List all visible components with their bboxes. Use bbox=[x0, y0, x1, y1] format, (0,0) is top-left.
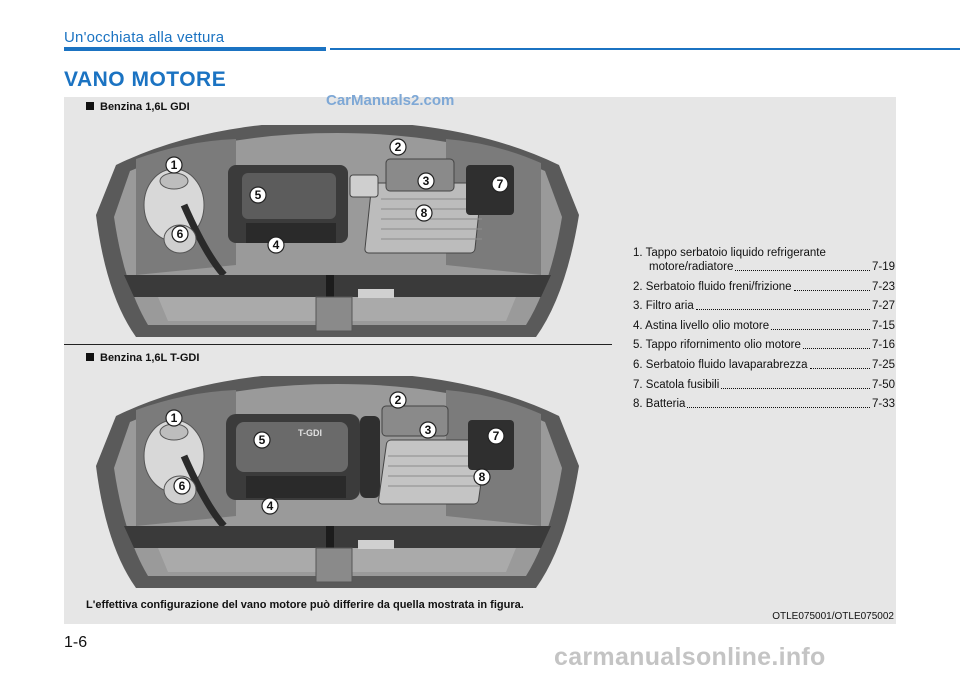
svg-text:2: 2 bbox=[394, 393, 402, 407]
chapter-title: Un'occhiata alla vettura bbox=[64, 29, 225, 46]
legend-page-ref: 7-23 bbox=[871, 280, 895, 293]
svg-text:2: 2 bbox=[394, 140, 402, 154]
legend-item bbox=[633, 378, 895, 392]
legend-page-ref: 7-27 bbox=[871, 300, 895, 313]
legend-item bbox=[633, 397, 895, 411]
callout-8 bbox=[474, 469, 490, 485]
callout-8 bbox=[416, 205, 432, 221]
legend-page-ref: 7-25 bbox=[871, 358, 895, 371]
svg-text:8: 8 bbox=[420, 206, 428, 220]
engine-badge: T-GDI bbox=[298, 428, 322, 438]
callout-3 bbox=[420, 422, 436, 438]
callout-1 bbox=[166, 157, 182, 173]
callout-4 bbox=[262, 498, 278, 514]
legend-label: 1. Tappo serbatoio liquido refrigerante bbox=[633, 247, 826, 259]
legend-page-ref: 7-19 bbox=[871, 261, 895, 273]
footer-watermark: carmanualsonline.info bbox=[554, 643, 826, 671]
legend-item bbox=[633, 280, 895, 294]
page-number: 1-6 bbox=[64, 634, 88, 651]
legend-label-continued: motore/radiatore bbox=[649, 261, 734, 273]
bullet-square-icon bbox=[86, 102, 94, 110]
svg-text:5: 5 bbox=[258, 433, 266, 447]
header-rule bbox=[330, 48, 960, 50]
callout-6 bbox=[174, 478, 190, 494]
image-code: OTLE075001/OTLE075002 bbox=[772, 611, 894, 622]
variant-label-gdi bbox=[86, 101, 190, 113]
watermark-carmanuals: CarManuals2.com bbox=[326, 92, 455, 109]
legend-label: 8. Batteria bbox=[633, 398, 686, 411]
svg-text:6: 6 bbox=[176, 227, 184, 241]
section-title: VANO MOTORE bbox=[64, 68, 227, 91]
panel-divider bbox=[64, 344, 612, 345]
svg-text:6: 6 bbox=[178, 479, 186, 493]
svg-text:8: 8 bbox=[478, 470, 486, 484]
legend-item bbox=[633, 299, 895, 313]
legend-page-ref: 7-33 bbox=[871, 398, 895, 411]
svg-text:7: 7 bbox=[496, 177, 504, 191]
svg-text:3: 3 bbox=[424, 423, 432, 437]
legend-label: 7. Scatola fusibili bbox=[633, 378, 720, 391]
callout-5 bbox=[250, 187, 266, 203]
svg-text:3: 3 bbox=[422, 174, 430, 188]
engine-illustration-gdi bbox=[96, 125, 579, 343]
variant-label-text: Benzina 1,6L T-GDI bbox=[100, 352, 200, 364]
svg-text:7: 7 bbox=[492, 429, 500, 443]
callout-5 bbox=[254, 432, 270, 448]
legend-label: 5. Tappo rifornimento olio motore bbox=[633, 339, 801, 352]
svg-text:1: 1 bbox=[170, 158, 178, 172]
callout-4 bbox=[268, 237, 284, 253]
callout-7 bbox=[488, 428, 504, 444]
legend-label: 4. Astina livello olio motore bbox=[633, 319, 770, 332]
engine-illustration-tgdi bbox=[96, 376, 579, 594]
callout-6 bbox=[172, 226, 188, 242]
legend-item bbox=[633, 358, 895, 372]
svg-text:1: 1 bbox=[170, 411, 178, 425]
component-legend bbox=[633, 246, 895, 417]
legend-item bbox=[633, 319, 895, 333]
legend-label: 2. Serbatoio fluido freni/frizione bbox=[633, 280, 792, 293]
legend-label: 3. Filtro aria bbox=[633, 300, 694, 313]
legend-page-ref: 7-50 bbox=[871, 378, 895, 391]
header-rule-accent bbox=[64, 47, 326, 51]
configuration-note: L'effettiva configurazione del vano motore può differire da quella mostrata in figura. bbox=[86, 599, 524, 611]
legend-page-ref: 7-16 bbox=[871, 339, 895, 352]
variant-label-text: Benzina 1,6L GDI bbox=[100, 101, 190, 113]
legend-item bbox=[633, 246, 895, 274]
callout-2 bbox=[390, 392, 406, 408]
legend-label: 6. Serbatoio fluido lavaparabrezza bbox=[633, 358, 808, 371]
svg-text:5: 5 bbox=[254, 188, 262, 202]
callout-1 bbox=[166, 410, 182, 426]
variant-label-tgdi bbox=[86, 352, 199, 364]
callout-2 bbox=[390, 139, 406, 155]
callout-3 bbox=[418, 173, 434, 189]
svg-text:4: 4 bbox=[266, 499, 274, 513]
callout-7 bbox=[492, 176, 508, 192]
svg-text:4: 4 bbox=[272, 238, 280, 252]
bullet-square-icon bbox=[86, 353, 94, 361]
legend-item bbox=[633, 338, 895, 352]
legend-page-ref: 7-15 bbox=[871, 319, 895, 332]
